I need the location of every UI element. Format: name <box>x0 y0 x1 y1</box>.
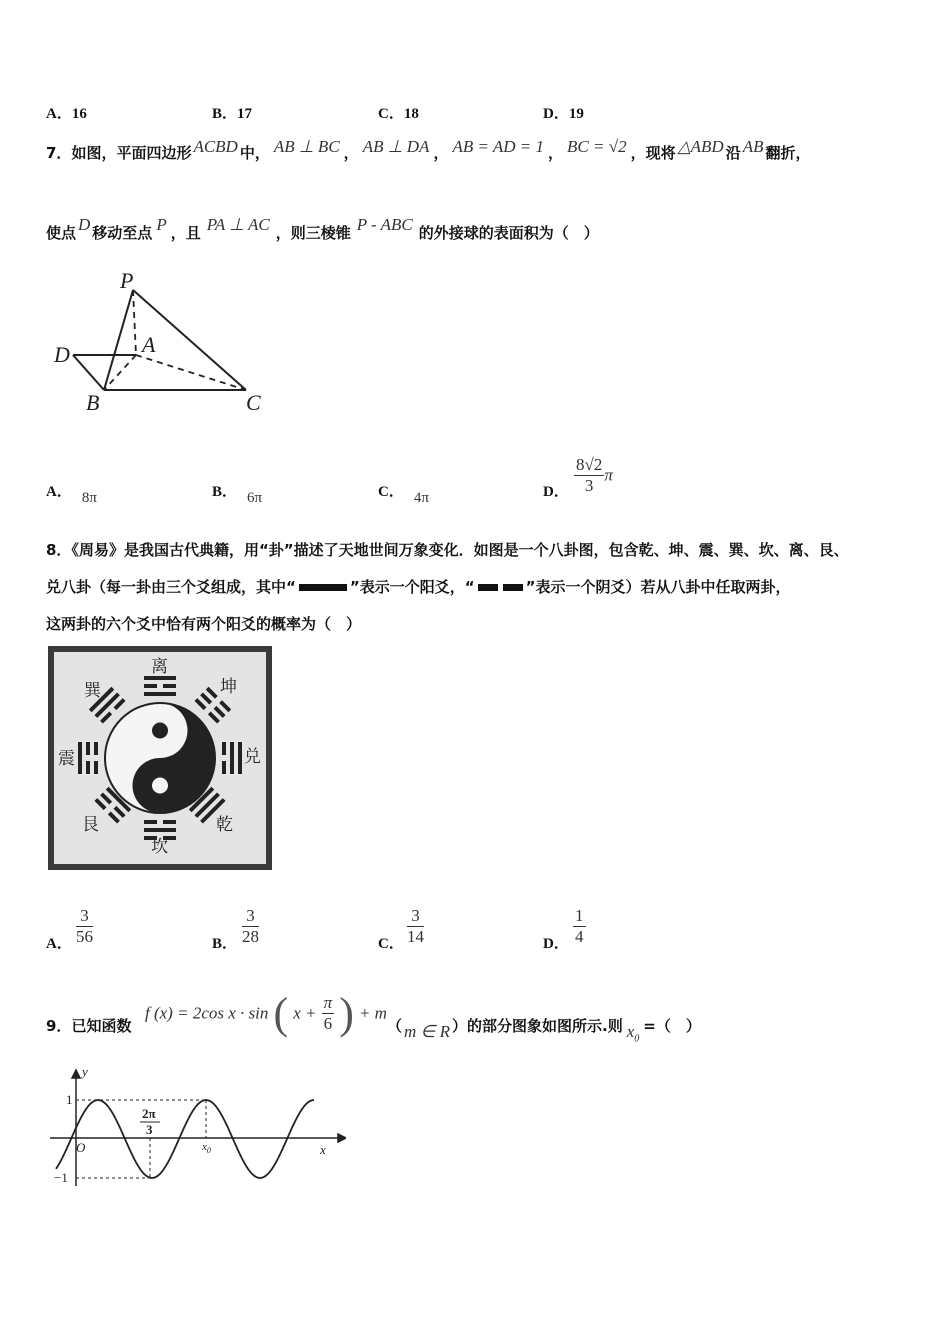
sine-curve <box>56 1100 314 1178</box>
label-zhen: 震 <box>58 749 75 768</box>
q7-line-2: 使点 D 移动至点 P ，且 PA ⊥ AC ，则三棱锥 P - ABC 的外接球的表面积为（ ） <box>46 215 599 242</box>
label-b: B <box>86 390 100 415</box>
q8-option-d-letter: D． <box>543 936 569 952</box>
q6-option-b: B．17 <box>212 106 253 122</box>
q9-sine-graph <box>46 1066 346 1188</box>
y-axis-arrow-icon <box>72 1070 80 1078</box>
q6-option-a: A．16 <box>46 106 87 122</box>
label-d: D <box>54 342 70 367</box>
label-p: P <box>120 268 134 293</box>
pyramid-hidden-edges <box>104 290 246 390</box>
q8-option-b-fraction: $\frac{3}{28}$ <box>242 906 259 946</box>
q8-option-a-letter: A． <box>46 936 72 952</box>
x-axis-arrow-icon <box>338 1134 346 1142</box>
label-gen: 艮 <box>82 815 99 834</box>
guide-lines <box>76 1100 206 1178</box>
label-x0: $x_0$ <box>202 1141 211 1155</box>
q6-option-d: D．19 <box>543 106 584 122</box>
label-neg-one: −1 <box>54 1170 68 1185</box>
q9-label-end: （ m ∈ R ）的部分图象如图所示.则 $x_0=$（ ） <box>387 1017 701 1045</box>
yin-yao-symbol-left <box>478 584 498 591</box>
label-kun: 坤 <box>220 677 237 696</box>
yin-yao-symbol-right <box>503 584 523 591</box>
yin-yang-icon <box>105 703 215 813</box>
label-qian: 乾 <box>216 815 233 834</box>
left-paren: ( <box>273 989 289 1038</box>
label-two-pi: 2π <box>142 1106 156 1121</box>
bagua-image <box>48 646 272 870</box>
q9-label-start: 9．已知函数 <box>46 1017 132 1035</box>
q8-line-3: 这两卦的六个爻中恰有两个阳爻的概率为（ ） <box>46 615 362 633</box>
q6-option-c: C．18 <box>378 106 419 122</box>
label-dui: 兑 <box>244 747 261 766</box>
label-li: 离 <box>151 657 168 676</box>
label-xun: 巽 <box>84 681 101 700</box>
q8-option-c-fraction: $\frac{3}{14}$ <box>407 906 424 946</box>
q7-option-c: C． 4π <box>378 484 429 506</box>
q8-option-d-fraction: $\frac{1}{4}$ <box>575 906 584 946</box>
q7-option-d-fraction: $\frac{8√2}{3}$ π <box>576 455 613 495</box>
label-a: A <box>142 332 156 357</box>
q8-line-2: 兑八卦（每一卦由三个爻组成，其中“ ”表示一个阳爻，“ ”表示一个阴爻）若从八卦中任取两卦， <box>46 578 791 596</box>
label-three: 3 <box>146 1122 153 1137</box>
label-origin: O <box>76 1140 86 1155</box>
label-one: 1 <box>66 1092 73 1107</box>
pyramid-solid-edges <box>73 290 246 390</box>
q8-option-b-letter: B． <box>212 936 238 952</box>
q7-line-1: 7．如图，平面四边形 ACBD 中， AB ⊥ BC ， AB ⊥ DA ， AB = AD = 1 ， BC = √2 ，现将 △ABD 沿 AB 翻折， <box>46 137 811 162</box>
label-kan: 坎 <box>151 837 168 856</box>
right-paren: ) <box>339 989 354 1038</box>
q8-option-a-fraction: $\frac{3}{56}$ <box>76 906 93 946</box>
label-x: x <box>320 1142 326 1157</box>
label-c: C <box>246 390 261 415</box>
q7-option-d: D． <box>543 484 569 500</box>
q7-option-a: A． 8π <box>46 484 97 506</box>
yang-yao-symbol <box>299 584 347 591</box>
q7-option-b: B． 6π <box>212 484 263 506</box>
q8-option-c-letter: C． <box>378 936 404 952</box>
q9-formula: f (x) = 2cos x · sin ( x + $\frac{\pi}{6}$ ) + m <box>145 989 387 1038</box>
label-y: y <box>82 1066 88 1079</box>
q7-pyramid-figure <box>48 268 278 418</box>
q8-line-1: 8．《周易》是我国古代典籍，用“卦”描述了天地世间万象变化．如图是一个八卦图，包含乾、坤、震、巽、坎、离、艮、 <box>46 541 849 559</box>
